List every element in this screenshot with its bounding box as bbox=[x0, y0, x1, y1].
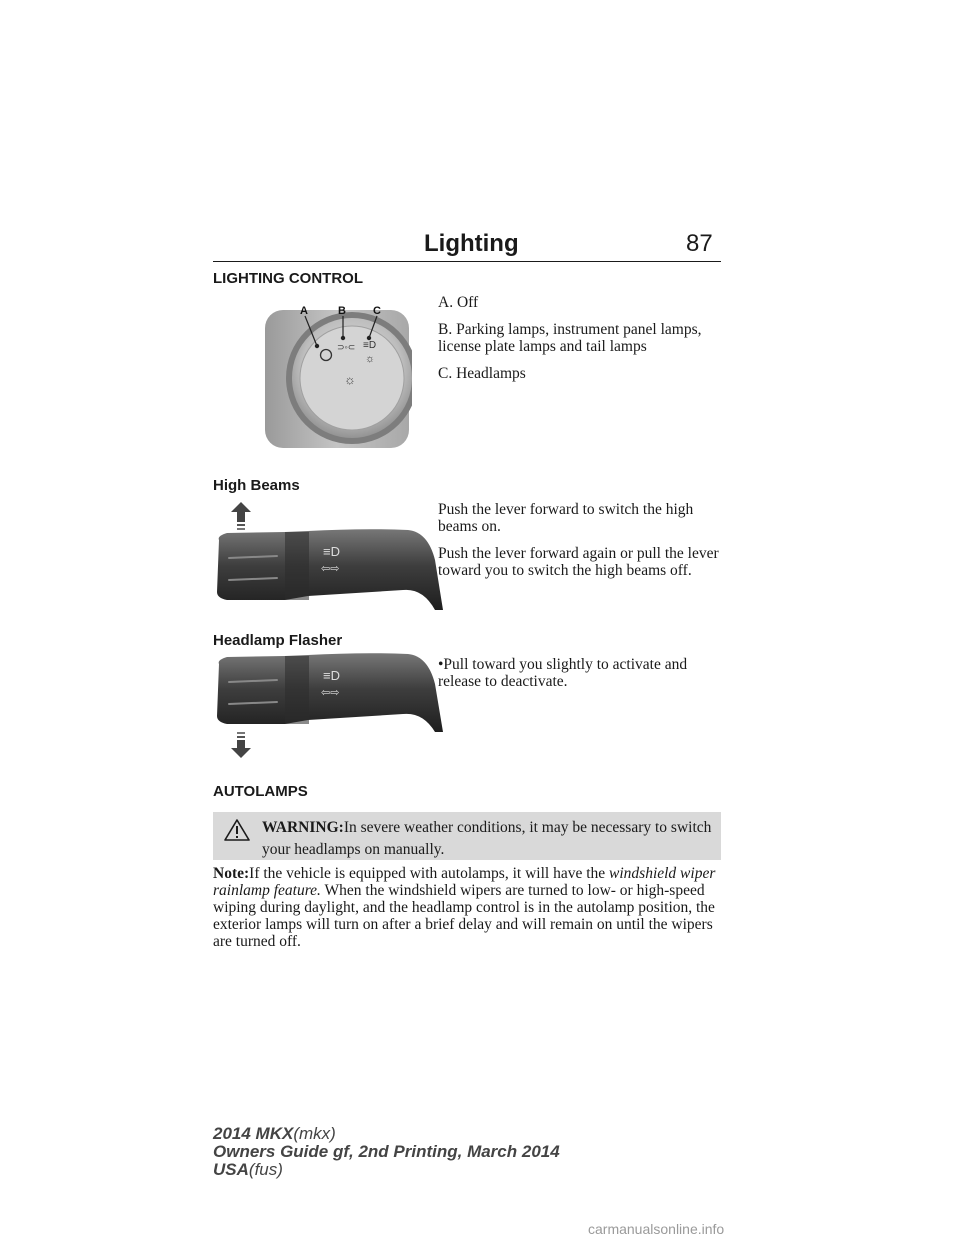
note-text-part-1: If the vehicle is equipped with autolamps, it will have the bbox=[249, 865, 610, 882]
warning-message: In severe weather conditions, it may be necessary to switch your headlamps on manually. bbox=[262, 819, 712, 858]
headlamp-flasher-lever-figure bbox=[213, 648, 443, 760]
callout-b: B bbox=[338, 305, 346, 317]
high-beams-lever-figure bbox=[213, 500, 443, 610]
autolamps-heading: AUTOLAMPS bbox=[213, 783, 308, 800]
document-footer bbox=[213, 1125, 560, 1179]
footer-edition: Owners Guide gf, 2nd Printing, March 2014 bbox=[213, 1142, 560, 1161]
page-section-title: Lighting bbox=[424, 230, 519, 257]
autolamps-note bbox=[213, 865, 723, 950]
callout-c: C bbox=[373, 305, 381, 317]
turn-signal-icon: ⇦⇨ bbox=[321, 563, 340, 575]
lighting-control-list bbox=[438, 294, 728, 392]
item-off: A. Off bbox=[438, 294, 479, 311]
warning-label: WARNING: bbox=[262, 819, 344, 836]
headlamp-switch-figure bbox=[262, 296, 412, 448]
high-beam-icon: ≡D bbox=[323, 544, 340, 559]
push-forward-arrow-icon bbox=[231, 502, 251, 530]
headlamp-flasher-text bbox=[438, 656, 728, 700]
note-text-part-2: When the windshield wipers are turned to low- or high-speed wiping during daylight, and the headlamp control is in the autolamp position, the exterior lamps will turn on after a brief delay and will remain on until the wipers are turned off. bbox=[213, 882, 715, 950]
high-beams-heading: High Beams bbox=[213, 477, 300, 494]
footer-region-code: (fus) bbox=[248, 1160, 283, 1179]
footer-model: 2014 MKX bbox=[213, 1124, 294, 1143]
high-beams-off-text: Push the lever forward again or pull the lever toward you to switch the high beams off. bbox=[438, 545, 719, 579]
headlamp-icon: ≡D bbox=[363, 340, 377, 351]
warning-text bbox=[262, 817, 718, 861]
footer-region: USA bbox=[213, 1160, 249, 1179]
header-rule bbox=[213, 261, 721, 262]
callout-a: A bbox=[300, 305, 308, 317]
page-number: 87 bbox=[686, 230, 713, 257]
turn-signal-icon: ⇦⇨ bbox=[321, 687, 340, 699]
pull-toward-arrow-icon bbox=[231, 732, 251, 758]
item-parking-lamps: B. Parking lamps, instrument panel lamps, license plate lamps and tail lamps bbox=[438, 321, 702, 355]
headlamp-flasher-heading: Headlamp Flasher bbox=[213, 632, 343, 649]
auto-lamp-icon: ☼ bbox=[365, 353, 376, 365]
flasher-instruction: •Pull toward you slightly to activate and release to deactivate. bbox=[438, 656, 688, 690]
high-beam-icon: ≡D bbox=[323, 668, 340, 683]
warning-triangle-icon bbox=[224, 818, 250, 842]
high-beams-text bbox=[438, 501, 728, 589]
lighting-control-heading: LIGHTING CONTROL bbox=[213, 270, 363, 287]
parking-lamp-icon: ⊃◦⊂ bbox=[337, 342, 356, 352]
watermark: carmanualsonline.info bbox=[588, 1221, 725, 1237]
panel-dimmer-icon: ☼ bbox=[344, 372, 356, 387]
high-beams-on-text: Push the lever forward to switch the high beams on. bbox=[438, 501, 694, 535]
item-headlamps: C. Headlamps bbox=[438, 365, 526, 382]
note-feature-name: windshield wiper rainlamp feature. bbox=[213, 865, 716, 899]
note-label: Note: bbox=[213, 865, 250, 882]
footer-model-code: (mkx) bbox=[293, 1124, 336, 1143]
